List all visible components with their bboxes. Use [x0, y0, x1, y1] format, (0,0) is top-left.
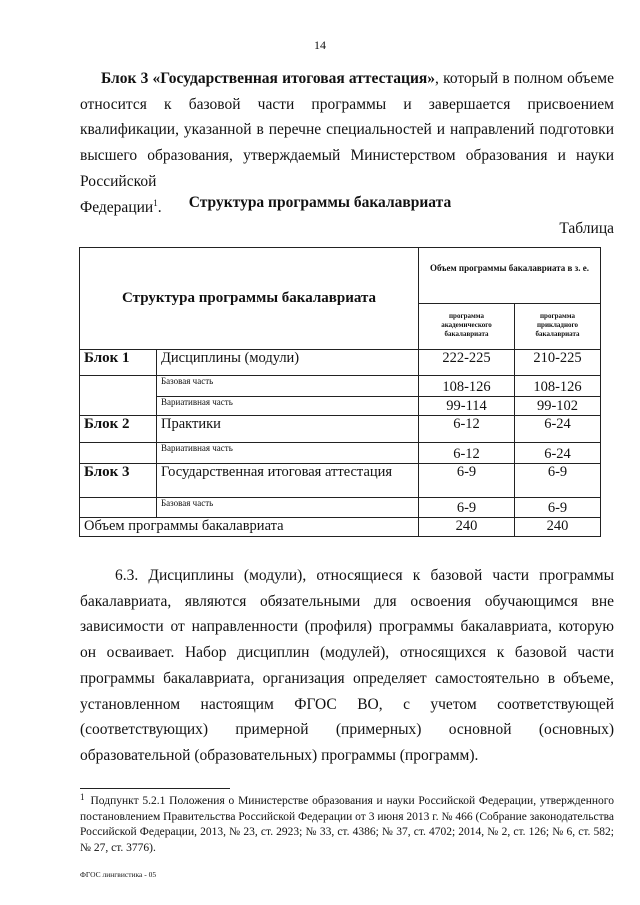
- row-name: Вариативная часть: [157, 397, 419, 416]
- total-label: Объем программы бакалавриата: [80, 518, 419, 537]
- footer-code: ФГОС лингвистика - 05: [80, 870, 157, 879]
- row-name: Вариативная часть: [157, 443, 419, 464]
- row-academic: 6-12: [419, 416, 515, 443]
- table-total-row: [80, 518, 601, 537]
- row-academic: 6-9: [419, 498, 515, 518]
- block-label: Блок 2: [80, 416, 157, 443]
- table-caption: Таблица: [559, 220, 614, 237]
- block-label: [80, 498, 157, 518]
- footnote-divider: [80, 788, 230, 789]
- table-row: [80, 498, 601, 518]
- intro-line1-rest: , который в полном объеме: [435, 70, 614, 87]
- row-name: Базовая часть: [157, 498, 419, 518]
- total-academic: 240: [419, 518, 515, 537]
- row-name: Практики: [157, 416, 419, 443]
- structure-table: [79, 247, 601, 537]
- row-academic: 6-9: [419, 464, 515, 498]
- row-applied: 6-9: [515, 464, 601, 498]
- section-6-3-paragraph: 6.3. Дисциплины (модули), относящиеся к базовой части программы бакалавриата, являются обязательными для освоения обучающимся вне зависимости от направленности (профиля) программы бакалавриата, которую он осваивает. Набор дисциплин (модулей), относящихся к базовой части программы бакалавриата, организация определяет самостоятельно в объеме, установленном настоящим ФГОС ВО, с учетом соответствующей (соответствующих) примерной (примерных) основной (основных) образовательной (образовательных) программы (программ).: [80, 567, 614, 764]
- row-name: Государственная итоговая аттестация: [157, 464, 419, 498]
- table-row: [80, 464, 601, 498]
- row-academic: 99-114: [419, 397, 515, 416]
- block-label: [80, 376, 157, 416]
- row-applied: 210-225: [515, 350, 601, 376]
- block-label: Блок 3: [80, 464, 157, 498]
- row-academic: 108-126: [419, 376, 515, 397]
- header-volume: Объем программы бакалавриата в з. е.: [419, 248, 601, 304]
- footnote-ref[interactable]: 1: [153, 197, 158, 208]
- table-row: [80, 443, 601, 464]
- row-academic: 6-12: [419, 443, 515, 464]
- row-applied: 6-24: [515, 443, 601, 464]
- row-academic: 222-225: [419, 350, 515, 376]
- row-applied: 99-102: [515, 397, 601, 416]
- total-applied: 240: [515, 518, 601, 537]
- header-applied: программа прикладного бакалавриата: [515, 304, 601, 350]
- table-title: Структура программы бакалавриата: [188, 194, 452, 211]
- intro-bold-lead: Блок 3 «Государственная итоговая аттестация»: [101, 70, 436, 87]
- table-row: [80, 350, 601, 376]
- table-row: [80, 397, 601, 416]
- intro-text: относится к базовой части программы и завершается присвоением квалификации, указанной в перечне специальностей и направлений подготовки высшего образования, утверждаемый Министерством образования и науки Российской: [80, 95, 614, 190]
- footnote-text: Подпункт 5.2.1 Положения о Министерстве образования и науки Российской Федерации, утвержденного постановлением Правительства Российской Федерации от 3 июня 2013 г. № 466 (Собрание законодательства Российской Федерации, 2013, № 23, ст. 2923; № 33, ст. 4386; № 37, ст. 4702; 2014, № 2, ст. 126; № 6, ст. 582; № 27, ст. 3776).: [80, 795, 614, 854]
- table-row: [80, 416, 601, 443]
- footnote: [80, 794, 614, 856]
- row-applied: 108-126: [515, 376, 601, 397]
- footnote-mark: 1: [80, 792, 85, 802]
- header-structure: Структура программы бакалавриата: [80, 248, 419, 350]
- page-number: 14: [314, 38, 326, 52]
- intro-last-line: Федерации$^1$.: [80, 197, 162, 216]
- block-label: Блок 1: [80, 350, 157, 376]
- row-name: Дисциплины (модули): [157, 350, 419, 376]
- block-label: [80, 443, 157, 464]
- table-row: [80, 376, 601, 397]
- row-applied: 6-24: [515, 416, 601, 443]
- header-academic: программа академического бакалавриата: [419, 304, 515, 350]
- row-applied: 6-9: [515, 498, 601, 518]
- row-name: Базовая часть: [157, 376, 419, 397]
